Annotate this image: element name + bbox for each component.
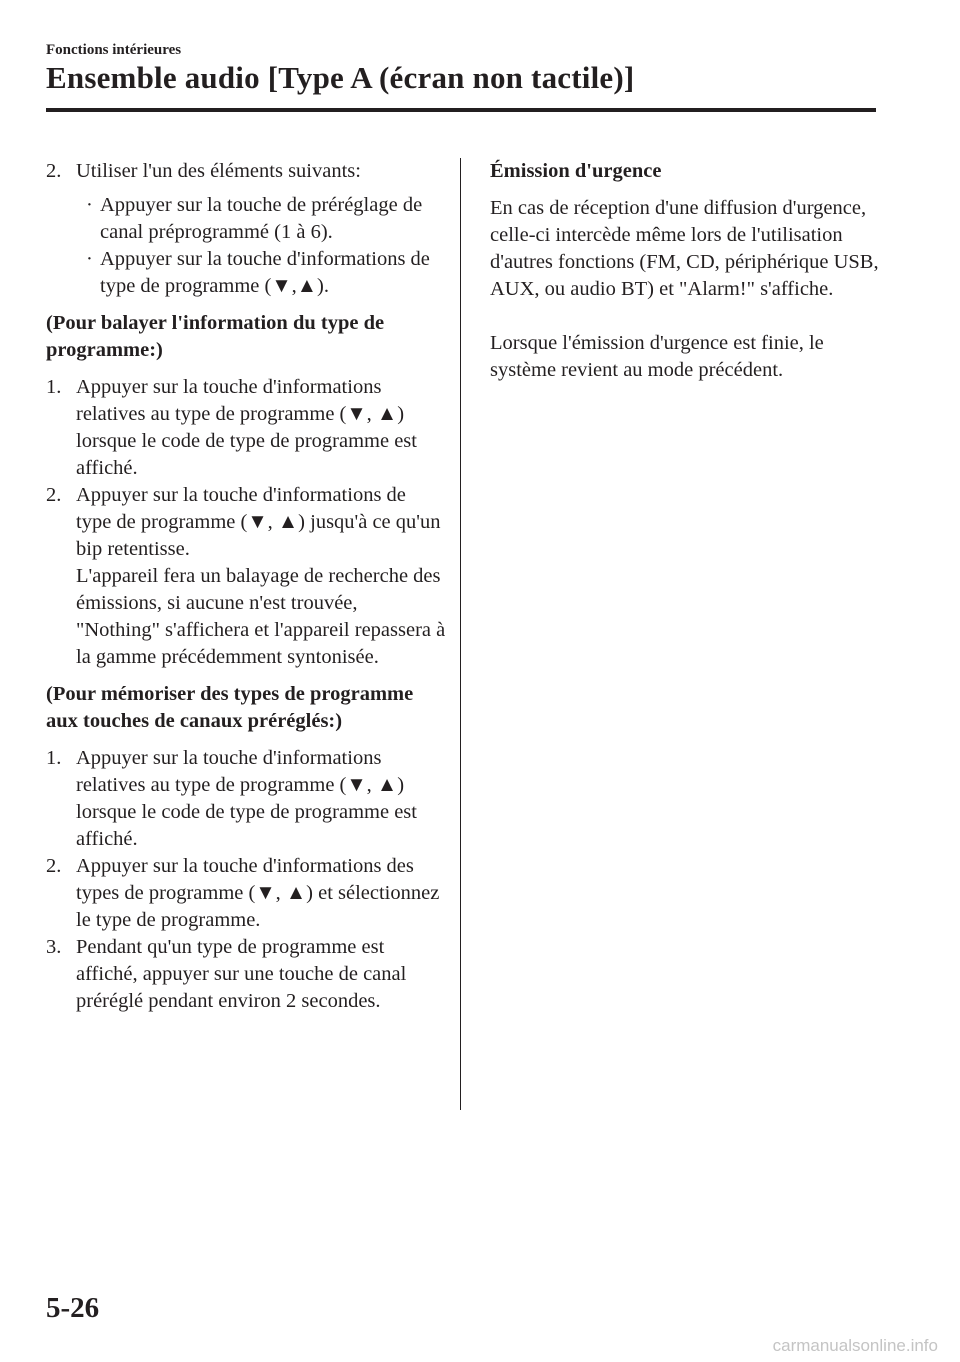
step-text: Appuyer sur la touche d'informations des types de programme (▼, ▲) et sélectionnez le type de programme. [76,855,440,931]
step-item [46,853,446,934]
bullet-dot-icon: · [86,248,93,270]
column-divider [460,158,461,1110]
step-number: 1. [46,747,62,769]
step-text: Appuyer sur la touche d'informations relatives au type de programme (▼, ▲) lorsque le code de type de programme est affiché. [76,747,417,850]
step-number: 2. [46,855,62,877]
step-item [46,934,446,1015]
step-text: Appuyer sur la touche d'informations de type de programme (▼, ▲) jusqu'à ce qu'un bip retentisse. [76,484,441,560]
step-item [46,374,446,482]
scan-heading: (Pour balayer l'information du type de programme:) [46,312,385,361]
header-rule [46,108,876,112]
page-number: 5-26 [46,1292,100,1324]
step-number: 2. [46,484,62,506]
step-text: Utiliser l'un des éléments suivants: [76,160,361,182]
right-column [490,158,880,384]
bullet-item [46,192,446,246]
step-item [46,745,446,853]
step-text: Pendant qu'un type de programme est affiché, appuyer sur une touche de canal préréglé pendant environ 2 secondes. [76,936,407,1012]
body-paragraph: Lorsque l'émission d'urgence est finie, le système revient au mode précédent. [490,332,824,381]
step-number: 2. [46,160,62,182]
left-column [46,158,446,1015]
store-heading: (Pour mémoriser des types de programme aux touches de canaux préréglés:) [46,683,414,732]
bullet-dot-icon: · [86,194,93,216]
bullet-text: Appuyer sur la touche de préréglage de canal préprogrammé (1 à 6). [100,194,423,243]
step-note: L'appareil fera un balayage de recherche des émissions, si aucune n'est trouvée, "Nothing" s'affichera et l'appareil repassera à la gamme précédemment syntonisée. [76,565,446,668]
body-paragraph: En cas de réception d'une diffusion d'urgence, celle-ci intercède même lors de l'utilisation d'autres fonctions (FM, CD, périphérique USB, AUX, ou audio BT) et "Alarm!" s'affiche. [490,197,879,300]
watermark: carmanualsonline.info [772,1336,938,1355]
bullet-item [46,246,446,300]
step-number: 1. [46,376,62,398]
step-number: 3. [46,936,62,958]
bullet-text: Appuyer sur la touche d'informations de type de programme (▼,▲). [100,248,430,297]
step-item [46,158,446,185]
emergency-heading: Émission d'urgence [490,160,662,182]
step-item [46,482,446,671]
section-label: Fonctions intérieures [46,42,182,58]
page-title: Ensemble audio [Type A (écran non tactile)] [46,60,635,95]
step-text: Appuyer sur la touche d'informations relatives au type de programme (▼, ▲) lorsque le code de type de programme est affiché. [76,376,417,479]
